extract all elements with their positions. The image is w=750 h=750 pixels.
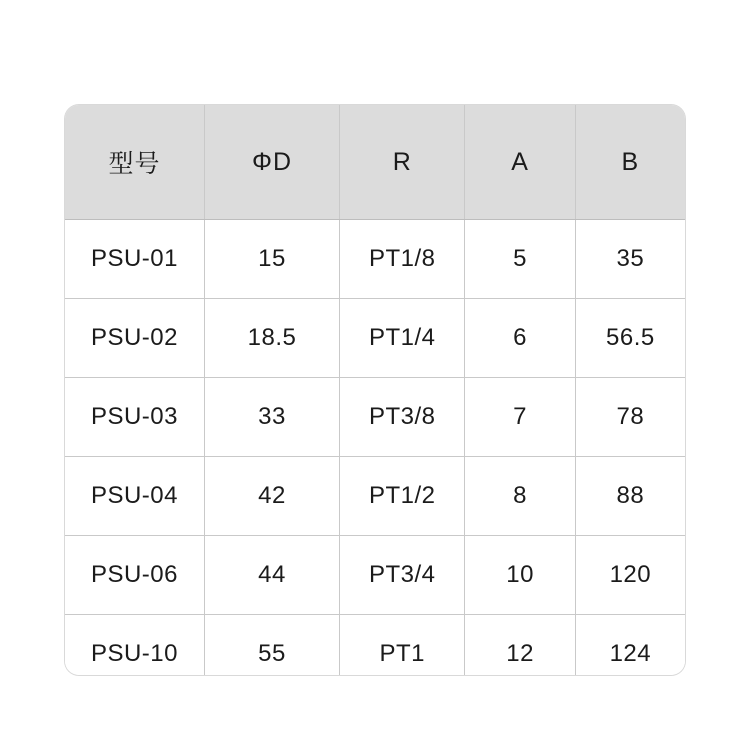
cell-model: PSU-04 [65, 457, 204, 536]
cell-model: PSU-03 [65, 378, 204, 457]
cell-diameter: 55 [204, 615, 339, 676]
cell-a: 8 [465, 457, 575, 536]
cell-model: PSU-06 [65, 536, 204, 615]
column-header-diameter: ΦD [204, 105, 339, 220]
cell-b: 56.5 [575, 299, 685, 378]
specification-table-container [65, 105, 685, 675]
table-header [65, 105, 685, 220]
cell-b: 88 [575, 457, 685, 536]
cell-b: 35 [575, 220, 685, 299]
cell-thread: PT1 [340, 615, 465, 676]
cell-thread: PT3/4 [340, 536, 465, 615]
cell-model: PSU-02 [65, 299, 204, 378]
specification-table [65, 105, 685, 675]
column-header-a: A [465, 105, 575, 220]
column-header-model: 型号 [65, 105, 204, 220]
table-row [65, 457, 685, 536]
cell-a: 12 [465, 615, 575, 676]
cell-diameter: 18.5 [204, 299, 339, 378]
cell-b: 124 [575, 615, 685, 676]
cell-b: 78 [575, 378, 685, 457]
cell-diameter: 33 [204, 378, 339, 457]
cell-diameter: 44 [204, 536, 339, 615]
cell-thread: PT1/8 [340, 220, 465, 299]
cell-a: 5 [465, 220, 575, 299]
cell-model: PSU-01 [65, 220, 204, 299]
cell-a: 7 [465, 378, 575, 457]
cell-thread: PT3/8 [340, 378, 465, 457]
cell-diameter: 15 [204, 220, 339, 299]
cell-a: 6 [465, 299, 575, 378]
column-header-thread: R [340, 105, 465, 220]
cell-model: PSU-10 [65, 615, 204, 676]
cell-b: 120 [575, 536, 685, 615]
table-row [65, 299, 685, 378]
cell-diameter: 42 [204, 457, 339, 536]
column-header-b: B [575, 105, 685, 220]
table-body [65, 220, 685, 676]
table-row [65, 220, 685, 299]
cell-a: 10 [465, 536, 575, 615]
cell-thread: PT1/2 [340, 457, 465, 536]
table-row [65, 615, 685, 676]
table-row [65, 536, 685, 615]
table-row [65, 378, 685, 457]
table-header-row [65, 105, 685, 220]
cell-thread: PT1/4 [340, 299, 465, 378]
